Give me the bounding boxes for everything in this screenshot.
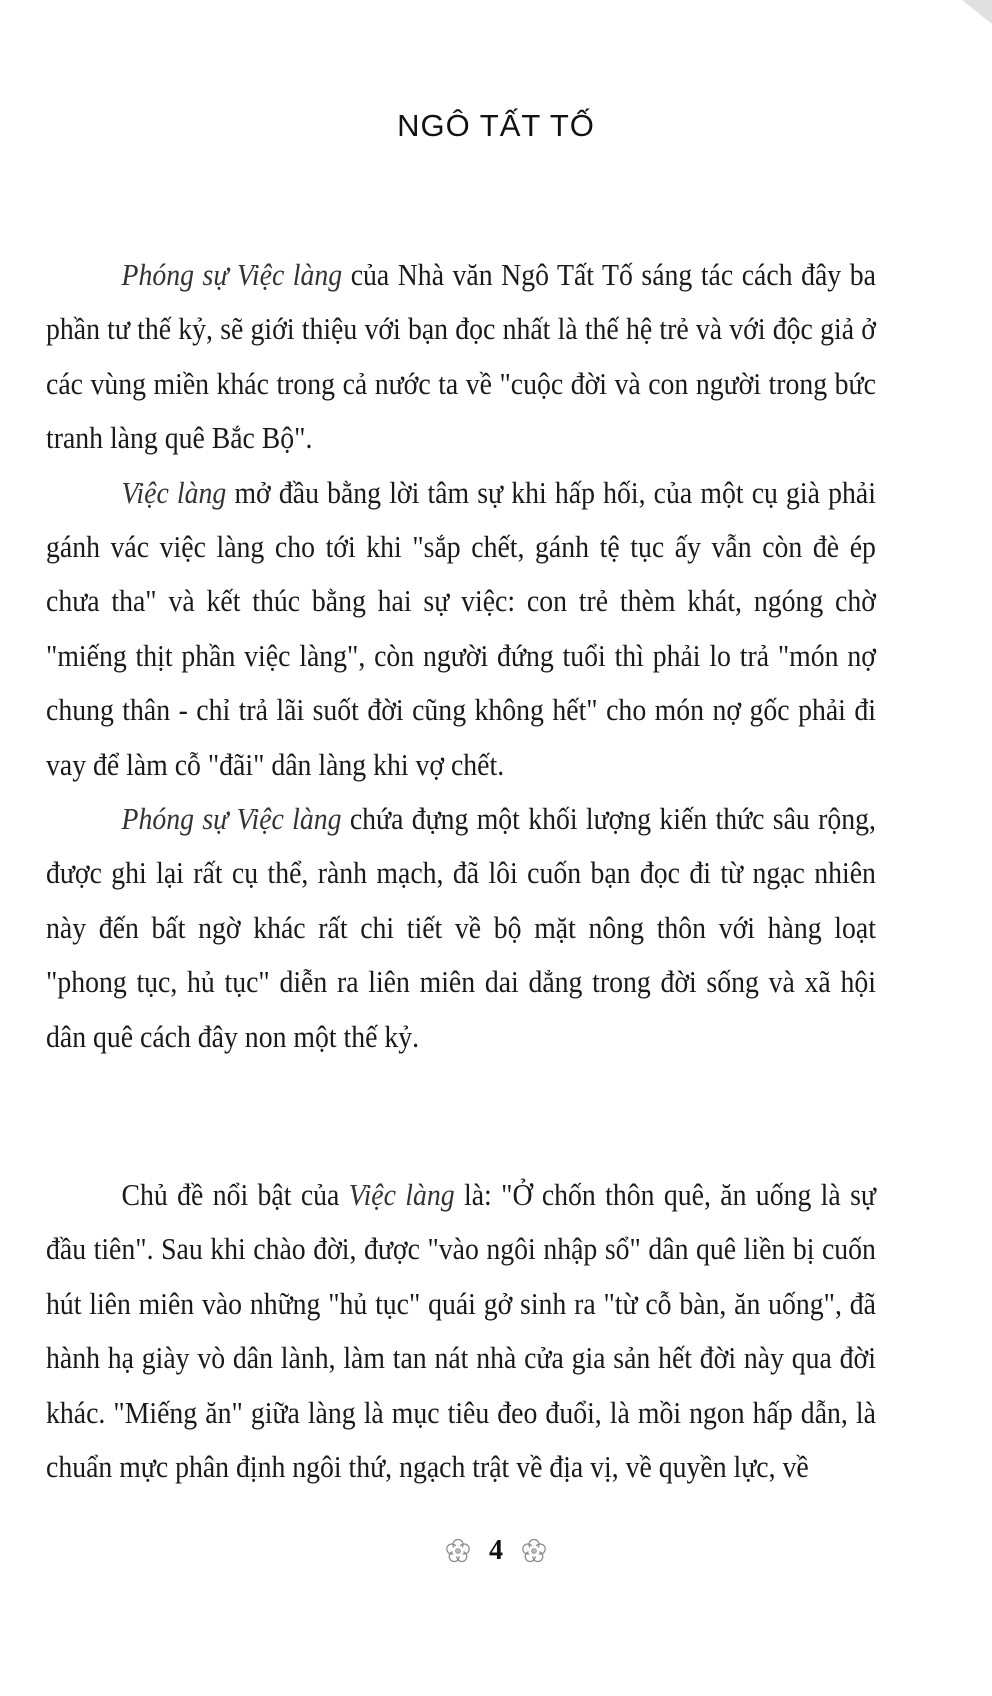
italic-title: Việc làng xyxy=(348,1178,455,1212)
page-footer xyxy=(0,1535,992,1567)
flower-ornament-icon xyxy=(445,1538,471,1564)
body-text-block xyxy=(46,248,876,1064)
paragraph-4: Chủ đề nổi bật của Việc làng là: "Ở chốn thôn quê, ăn uống là sự đầu tiên". Sau khi chào đời, được "vào ngôi nhập sổ" dân quê liền bị cuốn hút liên miên vào những "hủ tục" quái gở sinh ra "từ cỗ bàn, ăn uống", đã hành hạ giày vò dân lành, làm tan nát nhà cửa gia sản hết đời này qua đời khác. "Miếng ăn" giữa làng là mục tiêu đeo đuổi, là mồi ngon hấp dẫn, là chuẩn mực phân định ngôi thứ, ngạch trật về địa vị, về quyền lực, về xyxy=(46,1178,876,1485)
paragraph-2: Việc làng mở đầu bằng lời tâm sự khi hấp hối, của một cụ già phải gánh vác việc làng cho tới khi "sắp chết, gánh tệ tục ấy vẫn còn đè ép chưa tha" và kết thúc bằng hai sự việc: con trẻ thèm khát, ngóng chờ "miếng thịt phần việc làng", còn người đứng tuổi thì phải lo trả "món nợ chung thân - chỉ trả lãi suốt đời cũng không hết" cho món nợ gốc phải đi vay để làm cỗ "đãi" dân làng khi vợ chết. xyxy=(46,475,876,782)
italic-title: Phóng sự Việc làng xyxy=(121,802,342,837)
italic-title: Việc làng xyxy=(121,475,227,510)
paragraph-3: Phóng sự Việc làng chứa đựng một khối lượng kiến thức sâu rộng, được ghi lại rất cụ thể, rành mạch, đã lôi cuốn bạn đọc đi từ ngạc nhiên này đến bất ngờ khác rất chi tiết về bộ mặt nông thôn với hàng loạt "phong tục, hủ tục" diễn ra liên miên dai dẳng trong đời sống và xã hội dân quê cách đây non một thế kỷ. xyxy=(46,802,876,1054)
paragraph-1: Phóng sự Việc làng của Nhà văn Ngô Tất Tố sáng tác cách đây ba phần tư thế kỷ, sẽ giới thiệu với bạn đọc nhất là thế hệ trẻ và với độc giả ở các vùng miền khác trong cả nước ta về "cuộc đời và con người trong bức tranh làng quê Bắc Bộ". xyxy=(46,258,876,456)
body-text-block-2 xyxy=(46,1168,876,1494)
flower-ornament-icon xyxy=(521,1538,547,1564)
page-corner-fold xyxy=(962,0,992,24)
italic-title: Phóng sự Việc làng xyxy=(121,258,343,292)
page-number: 4 xyxy=(489,1535,503,1566)
running-header: NGÔ TẤT TỐ xyxy=(397,108,595,143)
